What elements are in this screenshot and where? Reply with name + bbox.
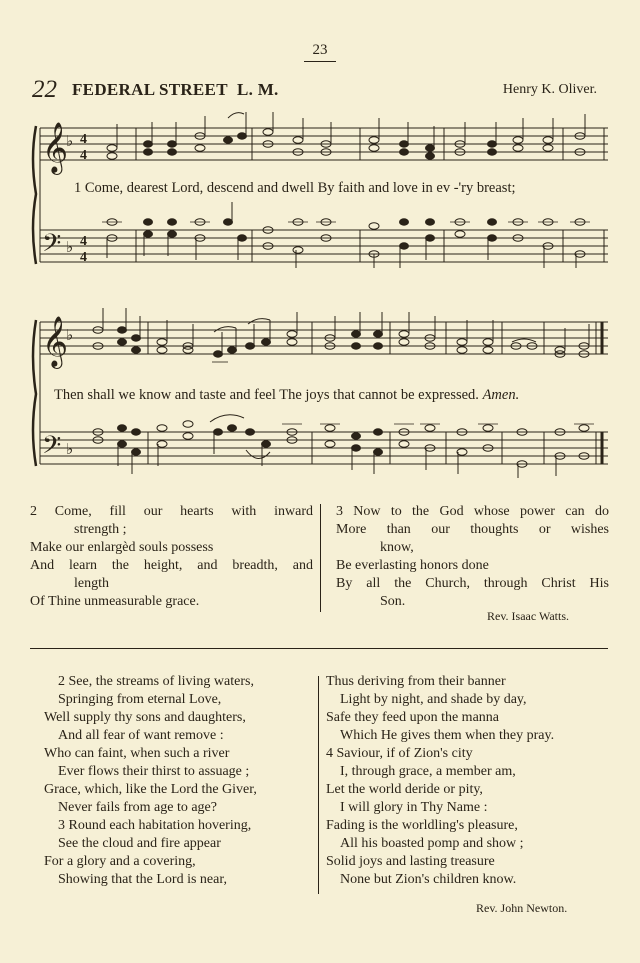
column-divider-2 bbox=[318, 676, 319, 894]
hymn-header bbox=[32, 78, 597, 104]
verse-line: Fading is the worldling's pleasure, bbox=[326, 818, 518, 833]
verse-line: Ever flows their thirst to assuage ; bbox=[58, 764, 250, 779]
verse-line: All his boasted pomp and show ; bbox=[340, 836, 524, 851]
verse-line: Who can faint, when such a river bbox=[44, 746, 230, 761]
verse-line: More than our thoughts or wishes bbox=[336, 522, 609, 537]
lyric-line-2 bbox=[54, 387, 519, 404]
section-rule bbox=[30, 648, 608, 649]
verse-line: And learn the height, and breadth, and bbox=[30, 558, 313, 573]
svg-text:♭: ♭ bbox=[66, 440, 74, 458]
lyric-line-1: 1 Come, dearest Lord, descend and dwell By faith and love in ev -'ry breast; bbox=[74, 180, 516, 196]
svg-text:4: 4 bbox=[80, 250, 87, 265]
verse-line: Springing from eternal Love, bbox=[58, 692, 222, 707]
verse-line: 4 Saviour, if of Zion's city bbox=[326, 746, 473, 761]
verse-line: Showing that the Lord is near, bbox=[58, 872, 227, 887]
verse-line: Safe they feed upon the manna bbox=[326, 710, 499, 725]
bass-staff-2 bbox=[40, 432, 608, 464]
verse-line: See the cloud and fire appear bbox=[58, 836, 221, 851]
brace-2 bbox=[33, 320, 40, 466]
bass-notes bbox=[102, 202, 590, 268]
verse-line: length bbox=[74, 576, 109, 591]
meter: L. M. bbox=[236, 80, 279, 99]
hymn22-stanza-2 bbox=[30, 503, 313, 611]
author-watts: Rev. Isaac Watts. bbox=[487, 609, 570, 623]
verse-line: Grace, which, like the Lord the Giver, bbox=[44, 782, 257, 797]
verse-line: I, through grace, a member am, bbox=[340, 764, 516, 779]
author-newton: Rev. John Newton. bbox=[476, 901, 568, 915]
column-divider-1 bbox=[320, 504, 321, 612]
verse-line: Which He gives them when they pray. bbox=[340, 728, 555, 743]
verse-line: Be everlasting honors done bbox=[336, 558, 489, 573]
verse-line: By all the Church, through Christ His bbox=[336, 576, 609, 591]
svg-text:♭: ♭ bbox=[66, 326, 74, 344]
verse-line: Let the world deride or pity, bbox=[326, 782, 483, 797]
hymn22-stanza-3 bbox=[336, 503, 609, 611]
svg-text:4: 4 bbox=[80, 148, 87, 163]
hymn-title bbox=[72, 80, 279, 100]
verse-line: Light by night, and shade by day, bbox=[340, 692, 527, 707]
verse-line: Son. bbox=[380, 594, 406, 609]
lyric-text-2: Then shall we know and taste and feel The joys that cannot be expressed. bbox=[54, 387, 479, 403]
verse-line: Make our enlargèd souls possess bbox=[30, 540, 214, 555]
svg-text:♭: ♭ bbox=[66, 132, 74, 150]
time-signature bbox=[80, 132, 87, 265]
hymn-number: 22 bbox=[32, 76, 57, 103]
verse-line: know, bbox=[380, 540, 414, 555]
page-number-rule bbox=[304, 61, 336, 62]
verse-line: Well supply thy sons and daughters, bbox=[44, 710, 246, 725]
verse-line: Never fails from age to age? bbox=[58, 800, 217, 815]
verse-line: strength ; bbox=[74, 522, 127, 537]
treble-clef-icon-2: 𝄞 bbox=[42, 316, 69, 367]
hymn-b-left-column bbox=[44, 673, 316, 889]
bass-clef-icon-2: 𝄢 bbox=[42, 431, 62, 466]
verse-line: For a glory and a covering, bbox=[44, 854, 196, 869]
svg-text:♭: ♭ bbox=[66, 238, 74, 256]
tune-name: FEDERAL STREET bbox=[72, 80, 228, 99]
svg-text:4: 4 bbox=[80, 234, 87, 249]
verse-line: 3 Now to the God whose power can do bbox=[336, 504, 609, 519]
amen: Amen. bbox=[482, 387, 520, 403]
verse-line: 3 Round each habitation hovering, bbox=[58, 818, 252, 833]
verse-line: Of Thine unmeasurable grace. bbox=[30, 594, 200, 609]
bass-notes-2 bbox=[93, 415, 594, 478]
verse-line: Thus deriving from their banner bbox=[326, 674, 506, 689]
hymn-b-right-column bbox=[326, 673, 616, 889]
treble-clef-icon: 𝄞 bbox=[42, 122, 69, 173]
treble-staff-2 bbox=[40, 322, 608, 354]
svg-text:4: 4 bbox=[80, 132, 87, 147]
verse-line: 2 See, the streams of living waters, bbox=[58, 674, 254, 689]
verse-line: 2 Come, fill our hearts with inward bbox=[30, 504, 313, 519]
brace bbox=[33, 126, 40, 264]
verse-line: Solid joys and lasting treasure bbox=[326, 854, 495, 869]
verse-line: None but Zion's children know. bbox=[340, 872, 517, 887]
page-number: 23 bbox=[312, 42, 328, 58]
verse-line: And all fear of want remove : bbox=[58, 728, 224, 743]
bass-clef-icon: 𝄢 bbox=[42, 229, 62, 264]
verse-line: I will glory in Thy Name : bbox=[340, 800, 488, 815]
composer: Henry K. Oliver. bbox=[502, 82, 597, 97]
